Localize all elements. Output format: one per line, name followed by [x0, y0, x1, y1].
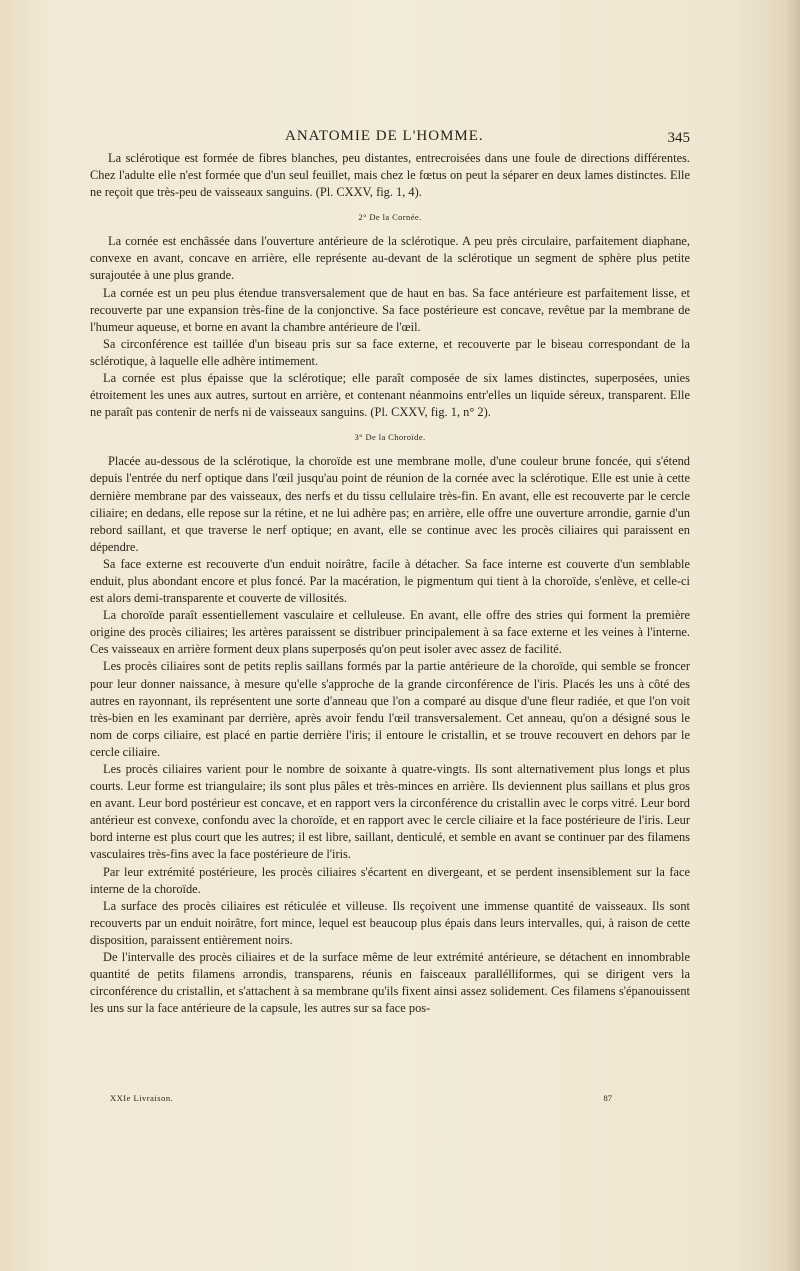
- paragraph: La cornée est plus épaisse que la sclérotique; elle paraît composée de six lames distinctes, superposées, unies étroitement les unes aux autres, surtout en arrière, et contenant néanmoins entr'elles un liquide séreux, transparent. Elle ne paraît pas contenir de nerfs ni de vaisseaux sanguins. (Pl. CXXV, fig. 1, n° 2).: [90, 371, 690, 420]
- paragraph: La surface des procès ciliaires est réticulée et villeuse. Ils reçoivent une immense quantité de vaisseaux. Ils sont recouverts par un enduit noirâtre, fort mince, lequel est beaucoup plus épais dans leurs intervalles, qui, à raison de cette disposition, paraissent entièrement noirs.: [90, 898, 690, 947]
- page-body: [90, 150, 690, 1017]
- page-header: [90, 128, 690, 150]
- paragraph: Par leur extrémité postérieure, les procès ciliaires s'écartent en divergeant, et se perdent insensiblement sur la face interne de la choroïde.: [90, 864, 690, 896]
- section-title-cornee: 2° De la Cornée.: [358, 212, 422, 223]
- paragraph: De l'intervalle des procès ciliaires et de la surface même de leur extrémité antérieure, se détachent en innombrable quantité de petits filamens arrondis, transparens, réunis en faisceaux parallélliformes, qui se dirigent vers la circonférence du cristallin, et s'attachent à sa membrane qu'ils fixent ainsi assez solidement. Ces filamens s'épanouissent les uns sur la face antérieure de la capsule, les autres sur sa face pos-: [90, 950, 690, 1016]
- paragraph: La cornée est enchâssée dans l'ouverture antérieure de la sclérotique. A peu près circulaire, parfaitement diaphane, convexe en avant, concave en arrière, elle représente au-devant de la sclérotique un segment de sphère plus petite surajoutée à une plus grande.: [90, 234, 690, 283]
- running-title: ANATOMIE DE L'HOMME.: [285, 128, 484, 144]
- signature-number: 87: [603, 1093, 612, 1103]
- paragraph: La cornée est un peu plus étendue transversalement que de haut en bas. Sa face antérieure est parfaitement lisse, et recouverte par une expansion très-fine de la conjonctive. Sa face postérieure est concave, revêtue par la membrane de l'humeur aqueuse, et borne en avant la chambre antérieure de l'œil.: [90, 285, 690, 334]
- paragraph: La choroïde paraît essentiellement vasculaire et celluleuse. En avant, elle offre des stries qui forment la première origine des procès ciliaires; les artères paraissent se distribuer principalement à sa face externe et les veines à l'interne. Ces vaisseaux en arrière forment deux plans superposés qu'on peut isoler avec assez de facilité.: [90, 608, 690, 657]
- paragraph: Sa face externe est recouverte d'un enduit noirâtre, facile à détacher. Sa face interne est couverte d'un semblable enduit, plus abondant encore et plus foncé. Par la macération, le pigmentum qui tient à la choroïde, s'enlève, et celle-ci est alors demi-transparente et couverte de villosités.: [90, 556, 690, 606]
- paragraph: Les procès ciliaires sont de petits replis saillans formés par la partie antérieure de la choroïde, qui semble se froncer pour leur donner naissance, à mesure qu'elle s'approche de la grande circonférence de l'iris. Placés les uns à côté des autres en rayonnant, ils représentent une sorte d'anneau que l'on a comparé au disque d'une fleur radiée, et que l'on voit très-bien en les examinant par derrière, après avoir fendu l'œil transversalement. Cet anneau, qu'on a désigné sous le nom de corps ciliaire, est placé en partie derrière l'iris; il entoure le cristallin, et se trouve recouvert en dehors par le cercle ciliaire.: [90, 659, 690, 759]
- signature-mark: XXIe Livraison.: [110, 1093, 174, 1103]
- paragraph-sclerotique: La sclérotique est formée de fibres blanches, peu distantes, entrecroisées dans une foule de directions différentes. Chez l'adulte elle n'est formée que d'un seul feuillet, mais chez le fœtus on peut la séparer en deux lames distinctes. Elle ne reçoit que très-peu de vaisseaux sanguins. (Pl. CXXV, fig. 1, 4).: [90, 151, 690, 200]
- section-title-choroide: 3° De la Choroïde.: [354, 432, 426, 443]
- paragraph: Sa circonférence est taillée d'un biseau pris sur sa face externe, et recouverte par le biseau correspondant de la sclérotique, à laquelle elle adhère intimement.: [90, 336, 690, 368]
- paragraph: Les procès ciliaires varient pour le nombre de soixante à quatre-vingts. Ils sont alternativement plus longs et plus courts. Leur forme est triangulaire; ils sont plus pâles et très-minces en arrière. Ils deviennent plus saillans et plus gros en avant. Leur bord postérieur est concave, et en rapport vers la circonférence du cristallin avec le corps vitré. Leur bord antérieur est convexe, confondu avec la choroïde, et en rapport avec le cercle ciliaire et la face postérieure de l'iris. Leur bord interne est plus court que les autres; il est libre, saillant, denticulé, et semble en avant se continuer par des filamens vasculaires très-fins avec la face postérieure de l'iris.: [90, 762, 690, 862]
- page-edge-shadow: [786, 0, 800, 1271]
- paragraph: Placée au-dessous de la sclérotique, la choroïde est une membrane molle, d'une couleur brune foncée, qui s'étend depuis l'entrée du nerf optique dans l'œil jusqu'au point de réunion de la cornée avec la sclérotique. Elle est unie à cette dernière membrane par des vaisseaux, des nerfs et du tissu cellulaire très-fin. En avant, elle est recouverte par le cercle ciliaire; en dedans, elle repose sur la rétine, et ne lui adhère pas; en arrière, elle offre une ouverture arrondie, garnie d'un rebord saillant, et que traverse le nerf optique; en avant, elle se continue avec les procès ciliaires qui paraissent en dépendre.: [90, 454, 690, 554]
- page-footer: [110, 1093, 612, 1107]
- page-number: 345: [667, 130, 690, 146]
